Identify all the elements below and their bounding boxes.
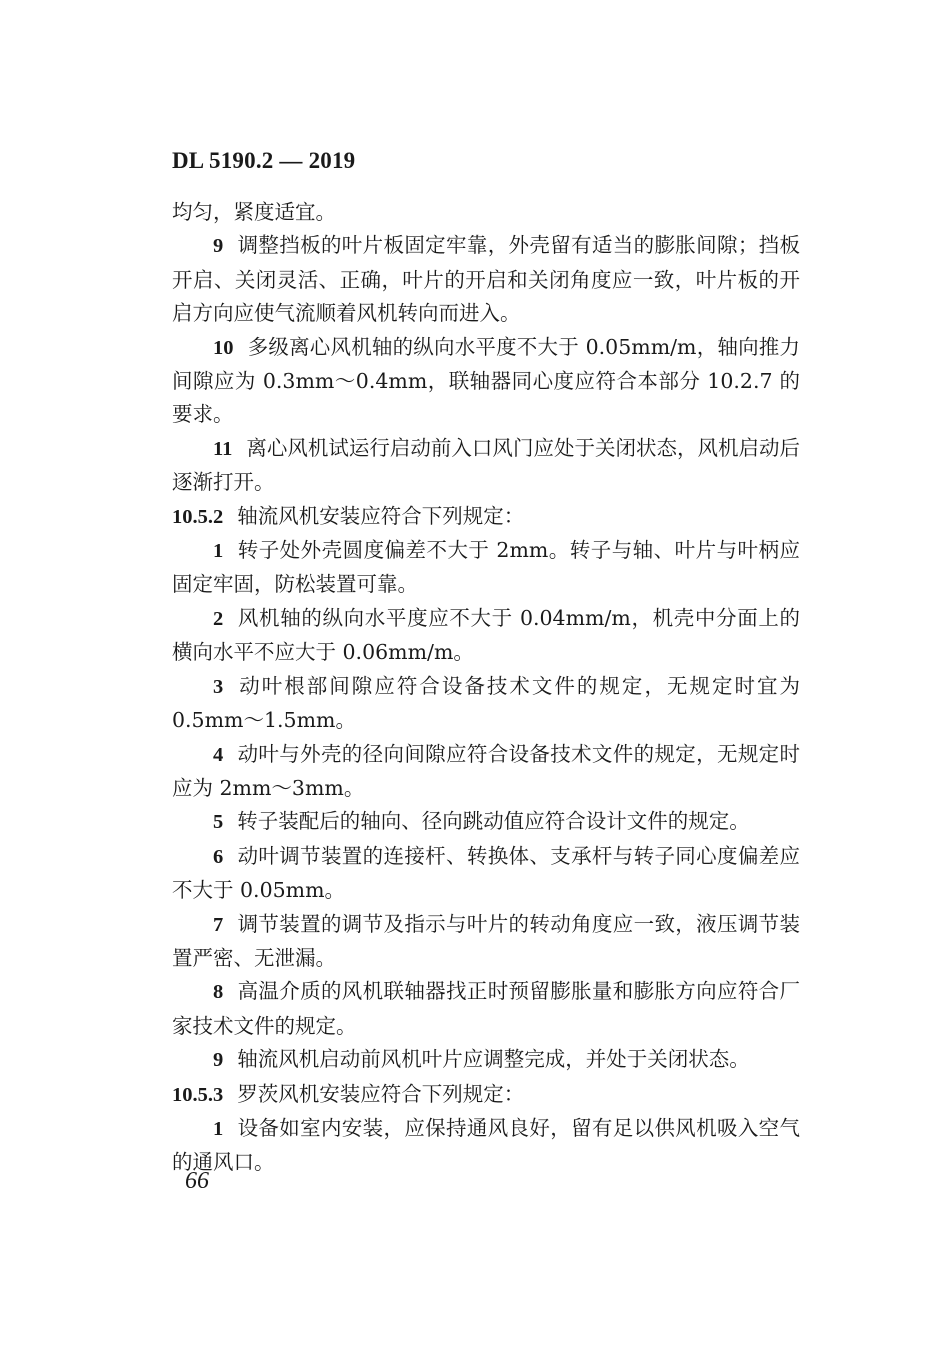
item-text: 转子处外壳圆度偏差不大于 2mm。转子与轴、叶片与叶柄应固定牢固，防松装置可靠。 (172, 538, 800, 597)
item-number: 10 (213, 336, 234, 359)
list-item (172, 670, 800, 738)
list-item (172, 1043, 800, 1077)
item-text: 高温介质的风机联轴器找正时预留膨胀量和膨胀方向应符合厂家技术文件的规定。 (172, 979, 800, 1038)
item-text: 调整挡板的叶片板固定牢靠，外壳留有适当的膨胀间隙；挡板开启、关闭灵活、正确，叶片的开启和关闭角度应一致，叶片板的开启方向应使气流顺着风机转向而进入。 (172, 233, 800, 326)
list-item (172, 331, 800, 432)
item-number: 6 (213, 845, 224, 868)
item-number: 7 (213, 913, 224, 936)
clause-number: 10.5.2 (172, 505, 224, 528)
item-text: 动叶调节装置的连接杆、转换体、支承杆与转子同心度偏差应不大于 0.05mm。 (172, 843, 800, 903)
list-item (172, 805, 800, 839)
item-number: 3 (213, 675, 224, 698)
list-item (172, 1112, 800, 1180)
item-text: 设备如室内安装，应保持通风良好，留有足以供风机吸入空气的通风口。 (172, 1115, 800, 1175)
clause-heading (172, 1078, 800, 1112)
list-item (172, 738, 800, 806)
item-text: 动叶与外壳的径向间隙应符合设备技术文件的规定，无规定时应为 2mm～3mm。 (172, 741, 800, 800)
page-number: 66 (185, 1168, 209, 1194)
item-text: 罗茨风机安装应符合下列规定： (237, 1081, 525, 1106)
item-text: 风机轴的纵向水平度应不大于 0.04mm/m，机壳中分面上的横向水平不应大于 0.06mm/m。 (172, 605, 800, 665)
item-text: 转子装配后的轴向、径向跳动值应符合设计文件的规定。 (237, 809, 750, 834)
list-item (172, 840, 800, 908)
item-number: 2 (213, 607, 224, 630)
item-text: 调节装置的调节及指示与叶片的转动角度应一致，液压调节装置严密、无泄漏。 (172, 911, 800, 970)
item-number: 9 (213, 1049, 224, 1072)
body-text (172, 196, 800, 1180)
list-item (172, 534, 800, 602)
item-text: 轴流风机安装应符合下列规定： (237, 503, 525, 528)
clause-heading (172, 500, 800, 534)
item-number: 9 (213, 235, 224, 258)
item-text: 动叶根部间隙应符合设备技术文件的规定，无规定时宜为 0.5mm～1.5mm。 (172, 673, 800, 733)
item-number: 1 (213, 540, 224, 563)
list-item (172, 908, 800, 976)
list-item (172, 602, 800, 670)
list-item (172, 432, 800, 500)
item-number: 11 (213, 437, 233, 460)
item-text: 多级离心风机轴的纵向水平度不大于 0.05mm/m，轴向推力间隙应为 0.3mm～0.4mm，联轴器同心度应符合本部分 10.2.7 的要求。 (172, 334, 800, 427)
item-number: 1 (213, 1117, 224, 1140)
item-number: 4 (213, 743, 224, 766)
list-item (172, 975, 800, 1043)
item-text: 轴流风机启动前风机叶片应调整完成，并处于关闭状态。 (237, 1047, 750, 1072)
item-number: 5 (213, 811, 224, 834)
list-item (172, 229, 800, 330)
item-text: 均匀，紧度适宜。 (172, 200, 336, 224)
standard-code: DL 5190.2 — 2019 (172, 148, 356, 173)
item-number: 8 (213, 981, 224, 1004)
paragraph-continuation (172, 196, 800, 229)
clause-number: 10.5.3 (172, 1083, 224, 1106)
item-text: 离心风机试运行启动前入口风门应处于关闭状态，风机启动后逐渐打开。 (172, 435, 800, 495)
